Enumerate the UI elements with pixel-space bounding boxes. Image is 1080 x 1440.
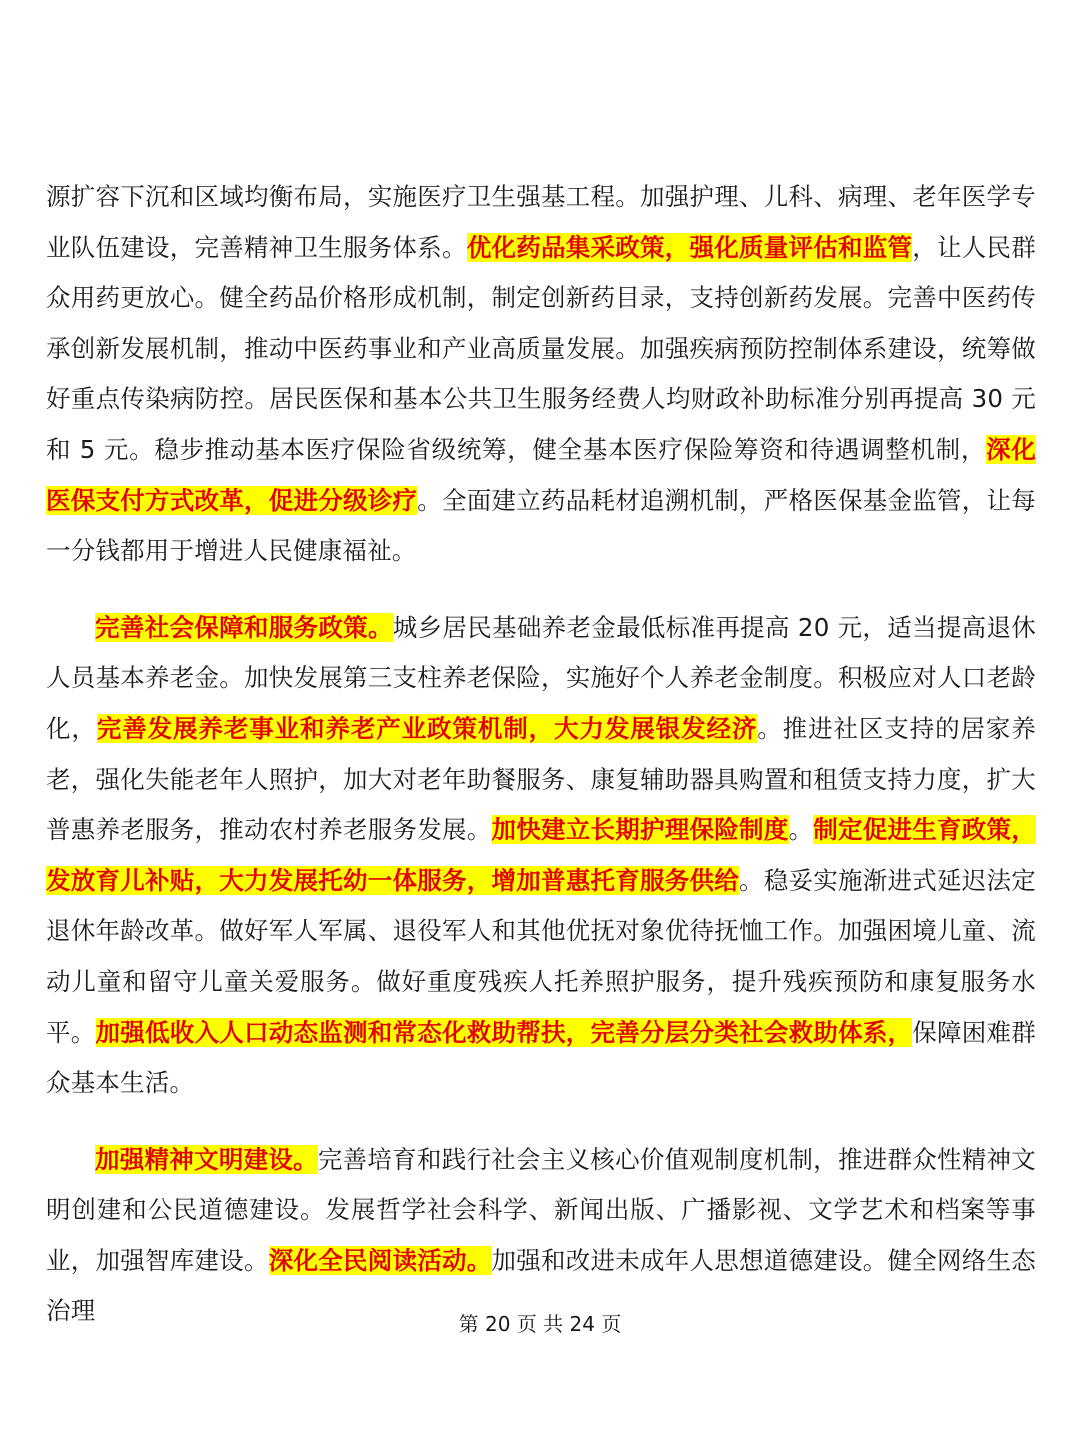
highlighted-text: 深化医保支付方式改革，促进分级诊疗 [46,434,1036,515]
highlighted-text: 优化药品集采政策，强化质量评估和监管 [466,232,913,262]
paragraph-healthcare [46,172,1036,577]
highlighted-text: 加强低收入人口动态监测和常态化救助帮扶，完善分层分类社会救助体系， [95,1017,913,1047]
page-number-footer: 第 20 页 共 24 页 [458,1312,622,1336]
paragraph-social-security [46,603,1036,1109]
highlighted-text: 完善社会保障和服务政策。 [95,612,393,642]
text-segment: ，让人民群众用药更放心。健全药品价格形成机制，制定创新药目录，支持创新药发展。完善中医药传承创新发展机制，推动中医药事业和产业高质量发展。加强疾病预防控制体系建设，统筹做好重点传染病防控。居民医保和基本公共卫生服务经费人均财政补助标准分别再提高 30 元和 5 元。稳步推动基本医疗保险省级统筹，健全基本医疗保险筹资和待遇调整机制， [46,232,1036,464]
highlighted-text: 深化全民阅读活动。 [268,1245,492,1275]
paragraph-civilization [46,1135,1036,1337]
text-segment: 。全面建立药品耗材追溯机制，严格医保基金监管，让每一分钱都用于增进人民健康福祉。 [46,485,1037,566]
text-segment: 。推进社区支持的居家养老，强化失能老年人照护，加大对老年助餐服务、康复辅助器具购置和租赁支持力度，扩大普惠养老服务，推动农村养老服务发展。 [46,713,1037,845]
highlighted-text: 完善发展养老事业和养老产业政策机制，大力发展银发经济 [96,713,758,743]
highlighted-text: 制定促进生育政策，发放育儿补贴，大力发展托幼一体服务，增加普惠托育服务供给 [46,815,1036,895]
document-body [46,172,1036,1363]
text-segment: 保障困难群众基本生活。 [46,1017,1037,1098]
text-segment: 城乡居民基础养老金最低标准再提高 20 元，适当提高退休人员基本养老金。加快发展第三支柱养老保险，实施好个人养老金制度。积极应对人口老龄化， [46,612,1036,743]
text-segment: 源扩容下沉和区域均衡布局，实施医疗卫生强基工程。加强护理、儿科、病理、老年医学专业队伍建设，完善精神卫生服务体系。 [46,182,1036,262]
text-segment: 。稳妥实施渐进式延迟法定退休年龄改革。做好军人军属、退役军人和其他优抚对象优待抚恤工作。加强困境儿童、流动儿童和留守儿童关爱服务。做好重度残疾人托养照护服务，提升残疾预防和康复服务水平。 [46,865,1036,1047]
text-segment: 加强和改进未成年人思想道德建设。健全网络生态治理 [46,1245,1036,1326]
text-segment: 完善培育和践行社会主义核心价值观制度机制，推进群众性精神文明创建和公民道德建设。发展哲学社会科学、新闻出版、广播影视、文学艺术和档案等事业，加强智库建设。 [46,1144,1036,1275]
text-segment: 。 [788,815,814,845]
highlighted-text: 加快建立长期护理保险制度 [491,815,789,845]
highlighted-text: 加强精神文明建设。 [95,1144,318,1174]
